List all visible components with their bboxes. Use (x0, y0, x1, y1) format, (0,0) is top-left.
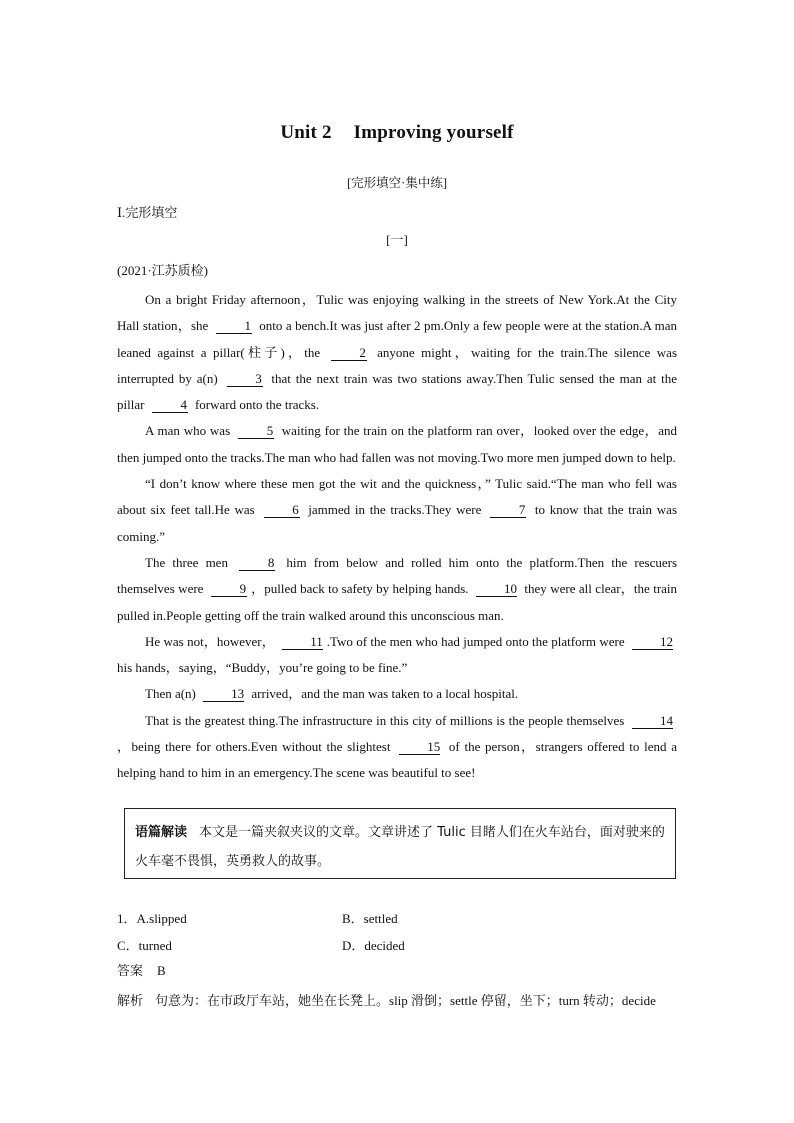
unit-topic: Improving yourself (353, 122, 514, 143)
blank-6: 6 (264, 502, 300, 518)
option-c: C．turned (117, 938, 172, 953)
blank-4: 4 (152, 397, 188, 413)
blank-3: 3 (227, 371, 263, 387)
paragraph-5: He was not，however， 11 .Two of the men who had jumped onto the platform were 12 his hands，saying，“Buddy，you’re going to be fine.” (117, 633, 674, 676)
paragraph-7: That is the greatest thing.The infrastructure in this city of millions is the people themselves 14，being there for others.Even without the slightest 15 of the person，strangers offered to lend a helping hand to him in an emergency.The scene was beautiful to see! (117, 712, 677, 781)
blank-9: 9 (211, 581, 247, 597)
unit-number: Unit 2 (280, 122, 332, 143)
answer-line (117, 960, 166, 979)
part-heading: [一] (386, 232, 408, 247)
answer-label: 答案 (117, 964, 144, 979)
blank-15: 15 (399, 739, 440, 755)
paragraph-1: On a bright Friday afternoon，Tulic was enjoying walking in the streets of New York.At the City Hall station，she 1 onto a bench.It was just after 2 pm.Only a few people were at the station.A man leaned against a pillar(柱子)，the 2 anyone might，waiting for the train.The silence was interrupted by a(n) 3 that the next train was two stations away.Then Tulic sensed the man at the pillar 4 forward onto the tracks. (117, 292, 678, 413)
option-b: B．settled (342, 911, 398, 926)
summary-text: 本文是一篇夹叙夹议的文章。文章讲述了 Tulic 目睹人们在火车站台，面对驶来的火车毫不畏惧，英勇救人的故事。 (135, 825, 665, 869)
blank-1: 1 (216, 318, 252, 334)
explanation-text: 句意为：在市政厅车站，她坐在长凳上。slip 滑倒；settle 停留，坐下；turn 转动；decide (155, 993, 656, 1008)
blank-11: 11 (282, 634, 323, 650)
question-1-options (117, 904, 677, 958)
source-note: (2021·江苏质检) (117, 263, 208, 278)
blank-13: 13 (203, 686, 244, 702)
options-row (117, 904, 677, 931)
blank-12: 12 (632, 634, 673, 650)
blank-5: 5 (238, 423, 274, 439)
paragraph-3: “I don’t know where these men got the wit and the quickness，” Tulic said.“The man who fell was about six feet tall.He was 6 jammed in the tracks.They were 7 to know that the train was coming.” (117, 476, 678, 544)
cloze-passage (117, 287, 677, 787)
exercise-subtitle: [完形填空·集中练] (347, 176, 447, 190)
options-row (117, 931, 677, 958)
blank-7: 7 (490, 502, 526, 518)
blank-10: 10 (476, 581, 517, 597)
paragraph-6: Then a(n) 13 arrived，and the man was taken to a local hospital. (145, 686, 519, 702)
paragraph-2: A man who was 5 waiting for the train on the platform ran over，looked over the edge，and then jumped onto the tracks.The man who had fallen was not moving.Two more men jumped down to help. (117, 423, 678, 465)
page-title (0, 122, 794, 144)
blank-2: 2 (331, 345, 367, 361)
paragraph-4: The three men 8 him from below and rolled him onto the platform.Then the rescuers themselves were 9 ，pulled back to safety by helping hands. 10 they were all clear，the train pulled in.People getting off the train walked around this unconscious man. (117, 554, 678, 623)
blank-8: 8 (239, 555, 275, 571)
blank-14: 14 (632, 713, 673, 729)
answer-value: B (157, 963, 166, 978)
explanation-label: 解析 (117, 994, 144, 1009)
option-d: D．decided (342, 938, 405, 953)
summary-label: 语篇解读 (135, 825, 188, 840)
section-heading: Ⅰ.完形填空 (117, 205, 178, 220)
passage-summary-box (124, 808, 676, 879)
option-a: 1．A.slipped (117, 911, 187, 926)
explanation-line (117, 990, 677, 1009)
